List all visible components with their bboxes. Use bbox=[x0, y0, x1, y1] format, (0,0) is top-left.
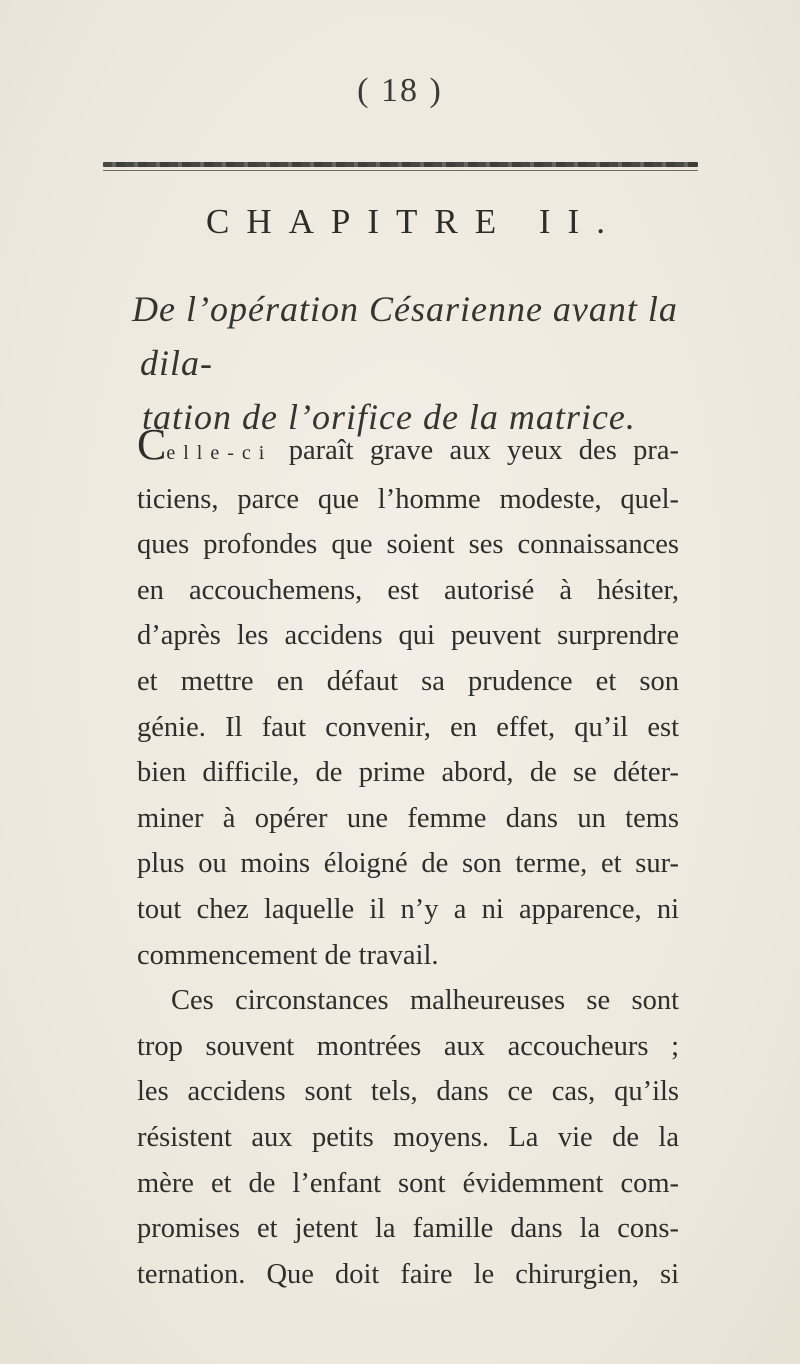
text-line-content: paraît grave aux yeux des pra- bbox=[288, 435, 680, 466]
text-line: Ces circonstances malheureuses se sont bbox=[171, 985, 679, 1017]
ornamental-rule bbox=[103, 162, 698, 167]
chapter-title-line-1: De l’opération Césarienne avant la dila- bbox=[132, 289, 678, 383]
text-line bbox=[137, 420, 680, 477]
text-line: ticiens, parce que l’homme modeste, quel- bbox=[137, 483, 679, 515]
text-line: résistent aux petits moyens. La vie de la bbox=[137, 1121, 679, 1153]
body-text bbox=[137, 420, 680, 1297]
text-line: commencement de travail. bbox=[137, 939, 439, 971]
text-line: d’après les accidens qui peuvent surprendre bbox=[137, 620, 679, 652]
text-line: plus ou moins éloigné de son terme, et sur- bbox=[137, 848, 679, 880]
small-caps-opening: elle-ci bbox=[166, 442, 273, 464]
drop-cap: C bbox=[137, 420, 167, 469]
text-line: tout chez laquelle il n’y a ni apparence, ni bbox=[137, 893, 679, 925]
chapter-title bbox=[132, 282, 740, 444]
text-line: les accidens sont tels, dans ce cas, qu’ils bbox=[137, 1076, 679, 1108]
text-line: ques profondes que soient ses connaissances bbox=[137, 529, 679, 561]
rule-underline bbox=[103, 170, 698, 171]
text-line: promises et jetent la famille dans la cons- bbox=[137, 1213, 679, 1245]
text-line: ternation. Que doit faire le chirurgien, si bbox=[137, 1258, 679, 1290]
text-line: en accouchemens, est autorisé à hésiter, bbox=[137, 574, 679, 606]
paragraph-2 bbox=[137, 978, 679, 1297]
text-line: trop souvent montrées aux accoucheurs ; bbox=[137, 1030, 679, 1062]
text-line: miner à opérer une femme dans un tems bbox=[137, 802, 679, 834]
paragraph-1 bbox=[137, 420, 680, 978]
text-line: génie. Il faut convenir, en effet, qu’il est bbox=[137, 711, 679, 743]
text-line: bien difficile, de prime abord, de se déter- bbox=[137, 757, 679, 789]
chapter-title-line-2: tation de l’orifice de la matrice. bbox=[142, 397, 636, 437]
page-number: ( 18 ) bbox=[357, 72, 443, 109]
text-line: et mettre en défaut sa prudence et son bbox=[137, 665, 679, 697]
text-line: mère et de l’enfant sont évidemment com- bbox=[137, 1167, 679, 1199]
chapter-heading: CHAPITRE II. bbox=[206, 202, 622, 241]
